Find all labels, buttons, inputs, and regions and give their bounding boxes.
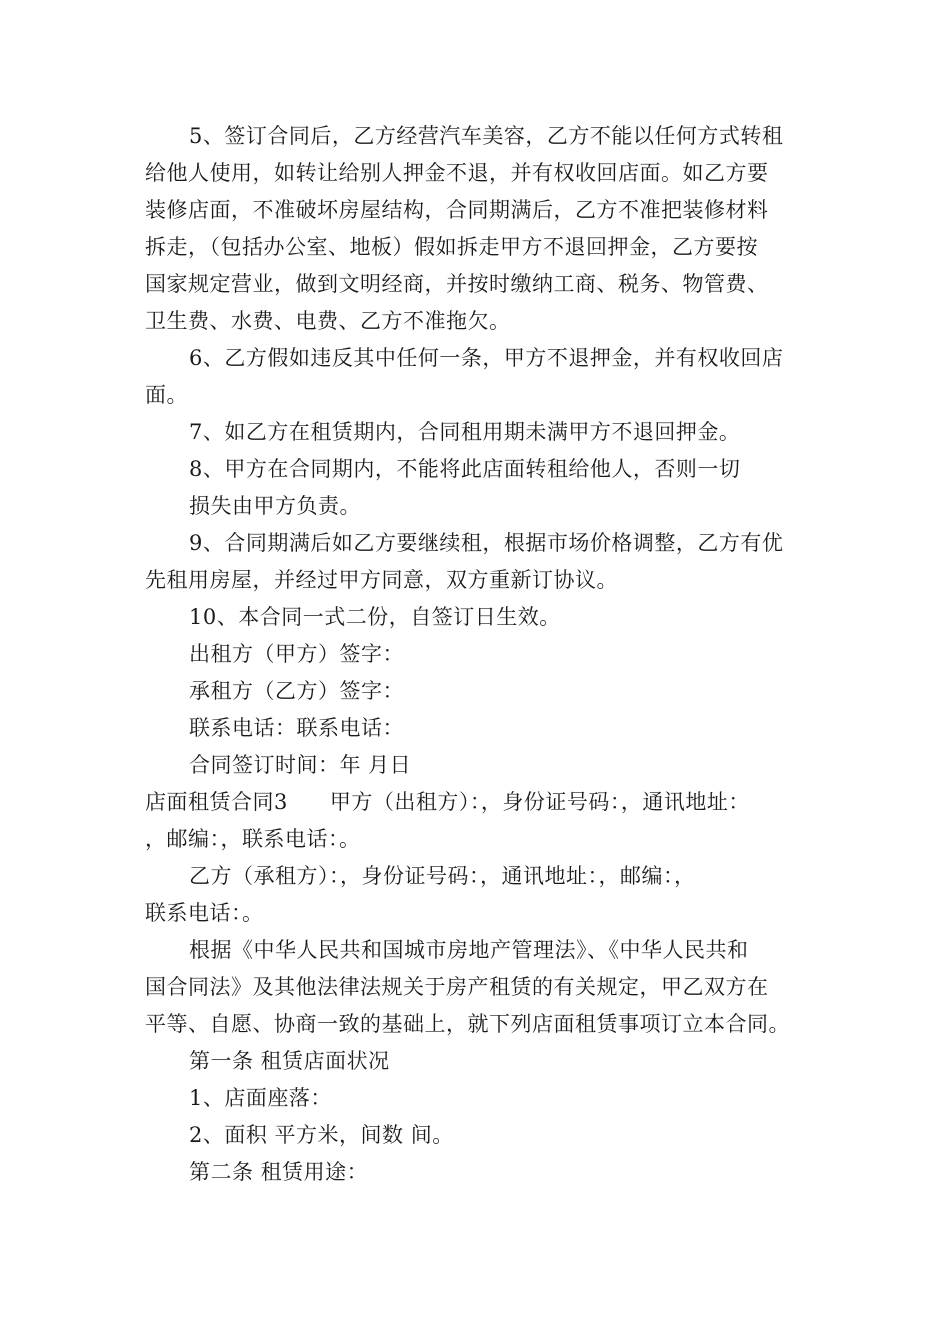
clause-5-line-1: 5、签订合同后，乙方经营汽车美容，乙方不能以任何方式转租: [189, 124, 784, 148]
clause-10: 10、本合同一式二份，自签订日生效。: [189, 605, 561, 629]
clause-5-line-4: 拆走，（包括办公室、地板）假如拆走甲方不退回押金，乙方要按: [145, 235, 758, 259]
clause-9-line-2: 先租用房屋，并经过甲方同意，双方重新订协议。: [145, 568, 618, 592]
party-b-info-line-2: 联系电话：。: [145, 901, 264, 925]
preamble-line-2: 国合同法》及其他法律法规关于房产租赁的有关规定，甲乙双方在: [145, 975, 769, 999]
lessor-signature: 出租方（甲方）签字：: [189, 642, 404, 666]
clause-5-line-6: 卫生费、水费、电费、乙方不准拖欠。: [145, 309, 511, 333]
article-1-item-2: 2、面积 平方米，间数 间。: [189, 1123, 454, 1147]
article-2-heading: 第二条 租赁用途：: [189, 1160, 369, 1184]
article-1-heading: 第一条 租赁店面状况: [189, 1049, 390, 1073]
clause-5-line-3: 装修店面，不准破坏房屋结构，合同期满后，乙方不准把装修材料: [145, 198, 769, 222]
clause-6-line-2: 面。: [145, 383, 188, 407]
contract-3-title: 店面租赁合同3: [145, 790, 288, 814]
lessee-signature: 承租方（乙方）签字：: [189, 679, 404, 703]
party-a-info-line-2: ，邮编：，联系电话：。: [145, 827, 361, 851]
clause-9-line-1: 9、合同期满后如乙方要继续租，根据市场价格调整，乙方有优: [189, 531, 784, 555]
clause-6-line-1: 6、乙方假如违反其中任何一条，甲方不退押金，并有权收回店: [189, 346, 784, 370]
signing-date: 合同签订时间：年 月日: [189, 753, 412, 777]
preamble-line-3: 平等、自愿、协商一致的基础上，就下列店面租赁事项订立本合同。: [145, 1012, 790, 1036]
clause-8-line-1: 8、甲方在合同期内，不能将此店面转租给他人，否则一切: [189, 457, 741, 481]
clause-5-line-5: 国家规定营业，做到文明经商，并按时缴纳工商、税务、物管费、: [145, 272, 769, 296]
clause-5-line-2: 给他人使用，如转让给别人押金不退，并有权收回店面。如乙方要: [145, 161, 769, 185]
party-a-info: 甲方（出租方）：，身份证号码：，通讯地址：: [329, 790, 750, 814]
preamble-line-1: 根据《中华人民共和国城市房地产管理法》、《中华人民共和: [189, 938, 749, 962]
clause-8-line-2: 损失由甲方负责。: [189, 494, 361, 518]
clause-7: 7、如乙方在租赁期内，合同租用期未满甲方不退回押金。: [189, 420, 741, 444]
party-b-info-line-1: 乙方（承租方）：，身份证号码：，通讯地址：，邮编：，: [189, 864, 696, 888]
article-1-item-1: 1、店面座落：: [189, 1086, 332, 1110]
contract-3-heading-line: [145, 788, 750, 816]
contact-phones: 联系电话：联系电话：: [189, 716, 404, 740]
